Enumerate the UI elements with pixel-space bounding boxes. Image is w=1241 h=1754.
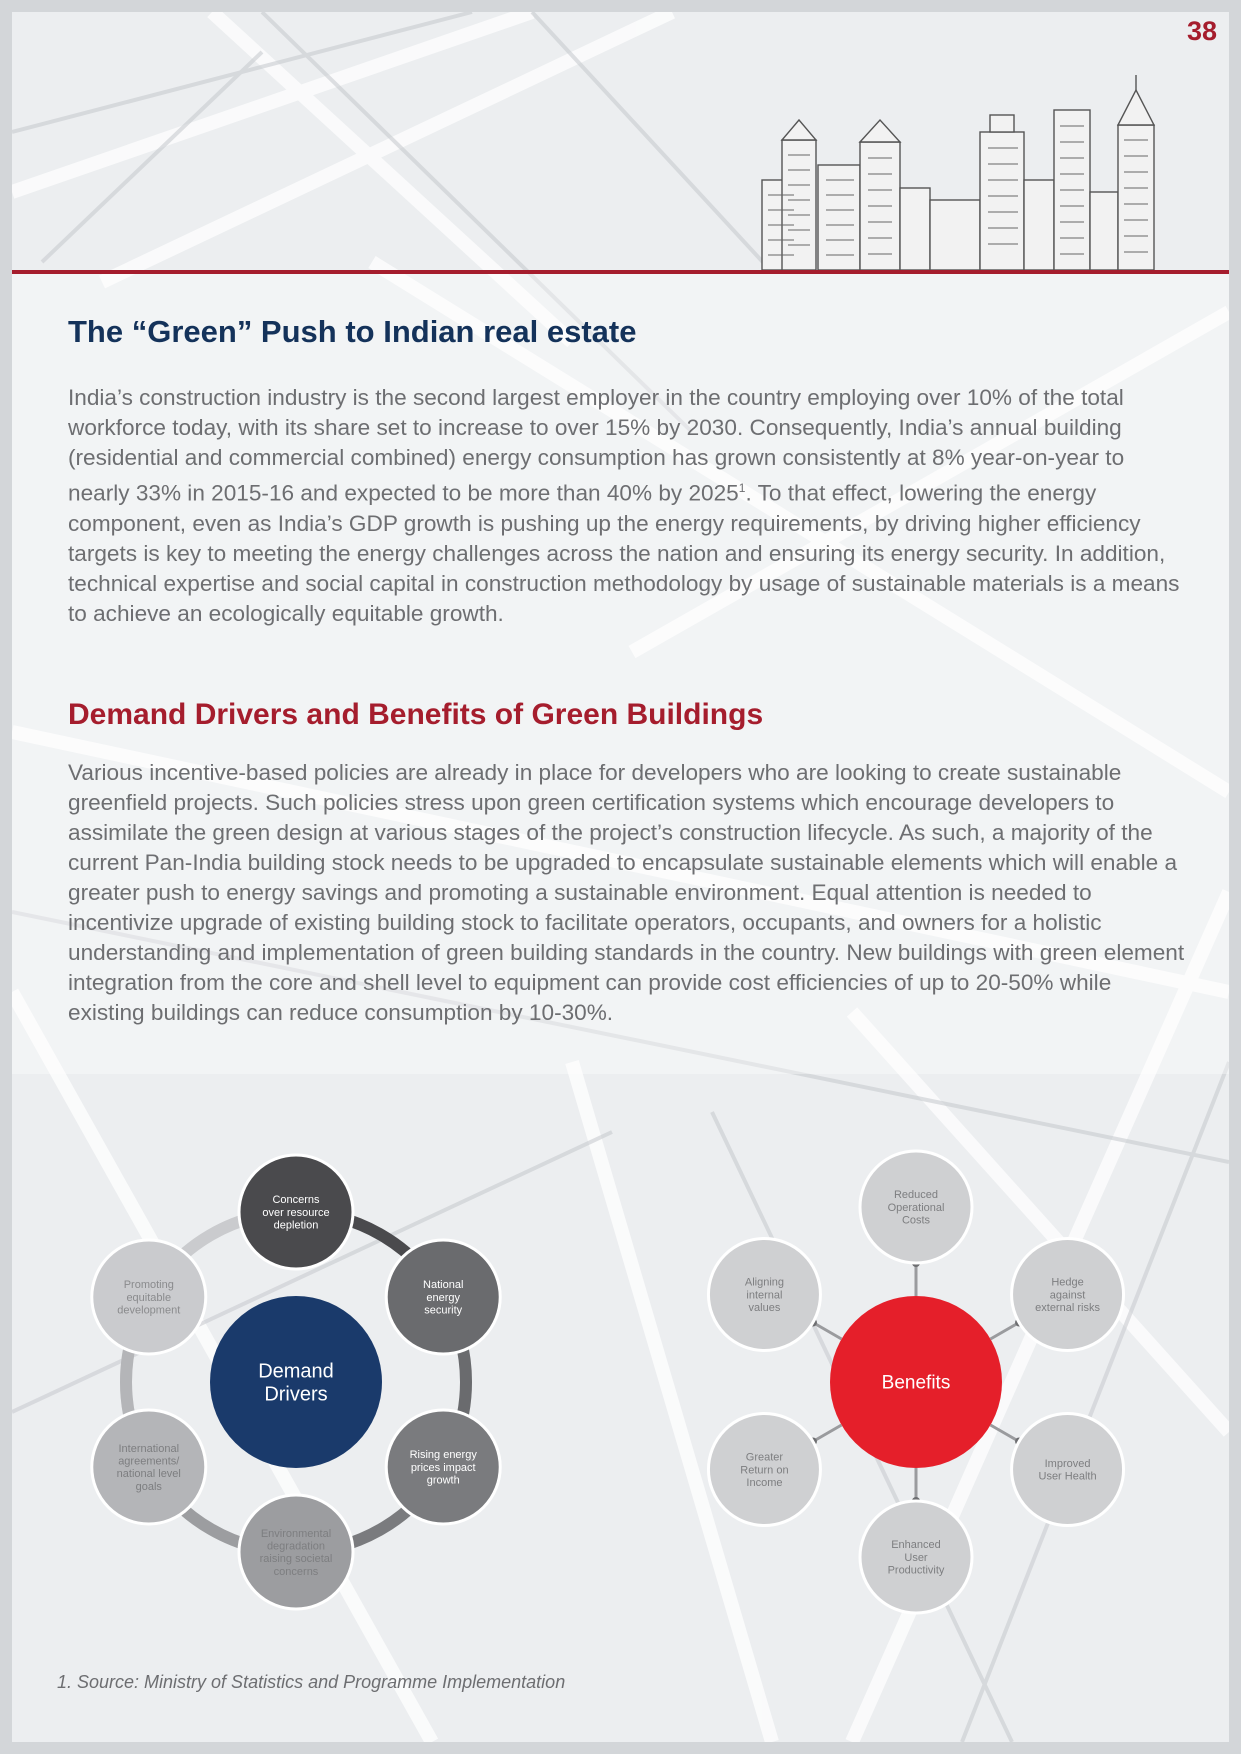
demand-drivers-diagram <box>64 1132 524 1622</box>
intro-text-continued: . To that effect, lowering the energy component, even as India’s GDP growth is pushing up the energy requirements, by driving higher efficiency targets is key to meeting the energy challenges across the nation and ensuring its energy security. In addition, technical expertise and social capital in construction methodology by usage of sustainable materials is a means to achieve an ecologically equitable growth. <box>68 480 1180 626</box>
benefit-node-label: Greater Return on Income <box>740 1451 789 1489</box>
benefit-node-label: Hedge against external risks <box>1035 1276 1100 1314</box>
drivers-hub-label: Demand Drivers <box>258 1360 334 1406</box>
benefit-node-label: Reduced Operational Costs <box>887 1189 945 1227</box>
driver-node <box>239 1495 353 1609</box>
driver-node <box>386 1410 500 1524</box>
driver-node <box>92 1240 206 1354</box>
benefit-node-label: Improved User Health <box>1038 1458 1097 1483</box>
intro-paragraph <box>68 383 1188 629</box>
driver-node-label: Rising energy prices impact growth <box>409 1449 477 1487</box>
page-title: The “Green” Push to Indian real estate <box>68 314 637 349</box>
driver-node-label: National energy security <box>423 1279 464 1317</box>
driver-node-label: Promoting equitable development <box>117 1279 181 1317</box>
benefit-node <box>708 1239 820 1351</box>
source-footnote: 1. Source: Ministry of Statistics and Programme Implementation <box>57 1672 566 1692</box>
benefit-node <box>860 1151 972 1263</box>
driver-node <box>92 1410 206 1524</box>
section-heading: Demand Drivers and Benefits of Green Buildings <box>68 698 764 731</box>
driver-node-label: Environmental degradation raising societal concerns <box>259 1527 333 1578</box>
header-divider <box>12 270 1229 274</box>
benefit-node-label: Aligning internal values <box>744 1276 785 1314</box>
benefits-diagram <box>684 1132 1164 1622</box>
page-number: 38 <box>1186 16 1217 46</box>
driver-node <box>239 1155 353 1269</box>
benefits-hub <box>830 1296 1002 1468</box>
benefit-node <box>860 1501 972 1613</box>
benefit-node <box>1012 1239 1124 1351</box>
driver-node-label: Concerns over resource depletion <box>262 1194 330 1232</box>
intro-text: India’s construction industry is the second largest employer in the country employing over 10% of the total workforce today, with its share set to increase to over 15% by 2030. Consequently, India’s annual building (residential and commercial combined) energy consumption has grown consistently at 8% year-on-year to nearly 33% in 2015-16 and expected to be more than 40% by 2025 <box>68 385 1125 506</box>
benefit-node-label: Enhanced User Productivity <box>887 1539 945 1577</box>
section-paragraph: Various incentive-based policies are already in place for developers who are looking to create sustainable greenfield projects. Such policies stress upon green certification systems which encourage developers to assimilate the green design at various stages of the project’s construction lifecycle. As such, a majority of the current Pan-India building stock needs to be upgraded to encapsulate sustainable elements which will enable a greater push to energy savings and promoting a sustainable environment. Equal attention is needed to incentivize upgrade of existing building stock to facilitate operators, occupants, and owners for a holistic understanding and implementation of green building standards in the country. New buildings with green element integration from the core and shell level to equipment can provide cost efficiencies of up to 20-50% while existing buildings can reduce consumption by 10-30%. <box>68 760 1185 1025</box>
benefit-node <box>708 1414 820 1526</box>
driver-node-label: International agreements/ national level goals <box>116 1442 181 1493</box>
report-page <box>12 12 1229 1742</box>
footnote-reference[interactable]: 1 <box>738 481 746 495</box>
benefits-hub-label: Benefits <box>881 1372 951 1394</box>
drivers-hub <box>210 1296 382 1468</box>
driver-node <box>386 1240 500 1354</box>
benefit-node <box>1012 1414 1124 1526</box>
city-skyline-sketch <box>760 70 1229 300</box>
